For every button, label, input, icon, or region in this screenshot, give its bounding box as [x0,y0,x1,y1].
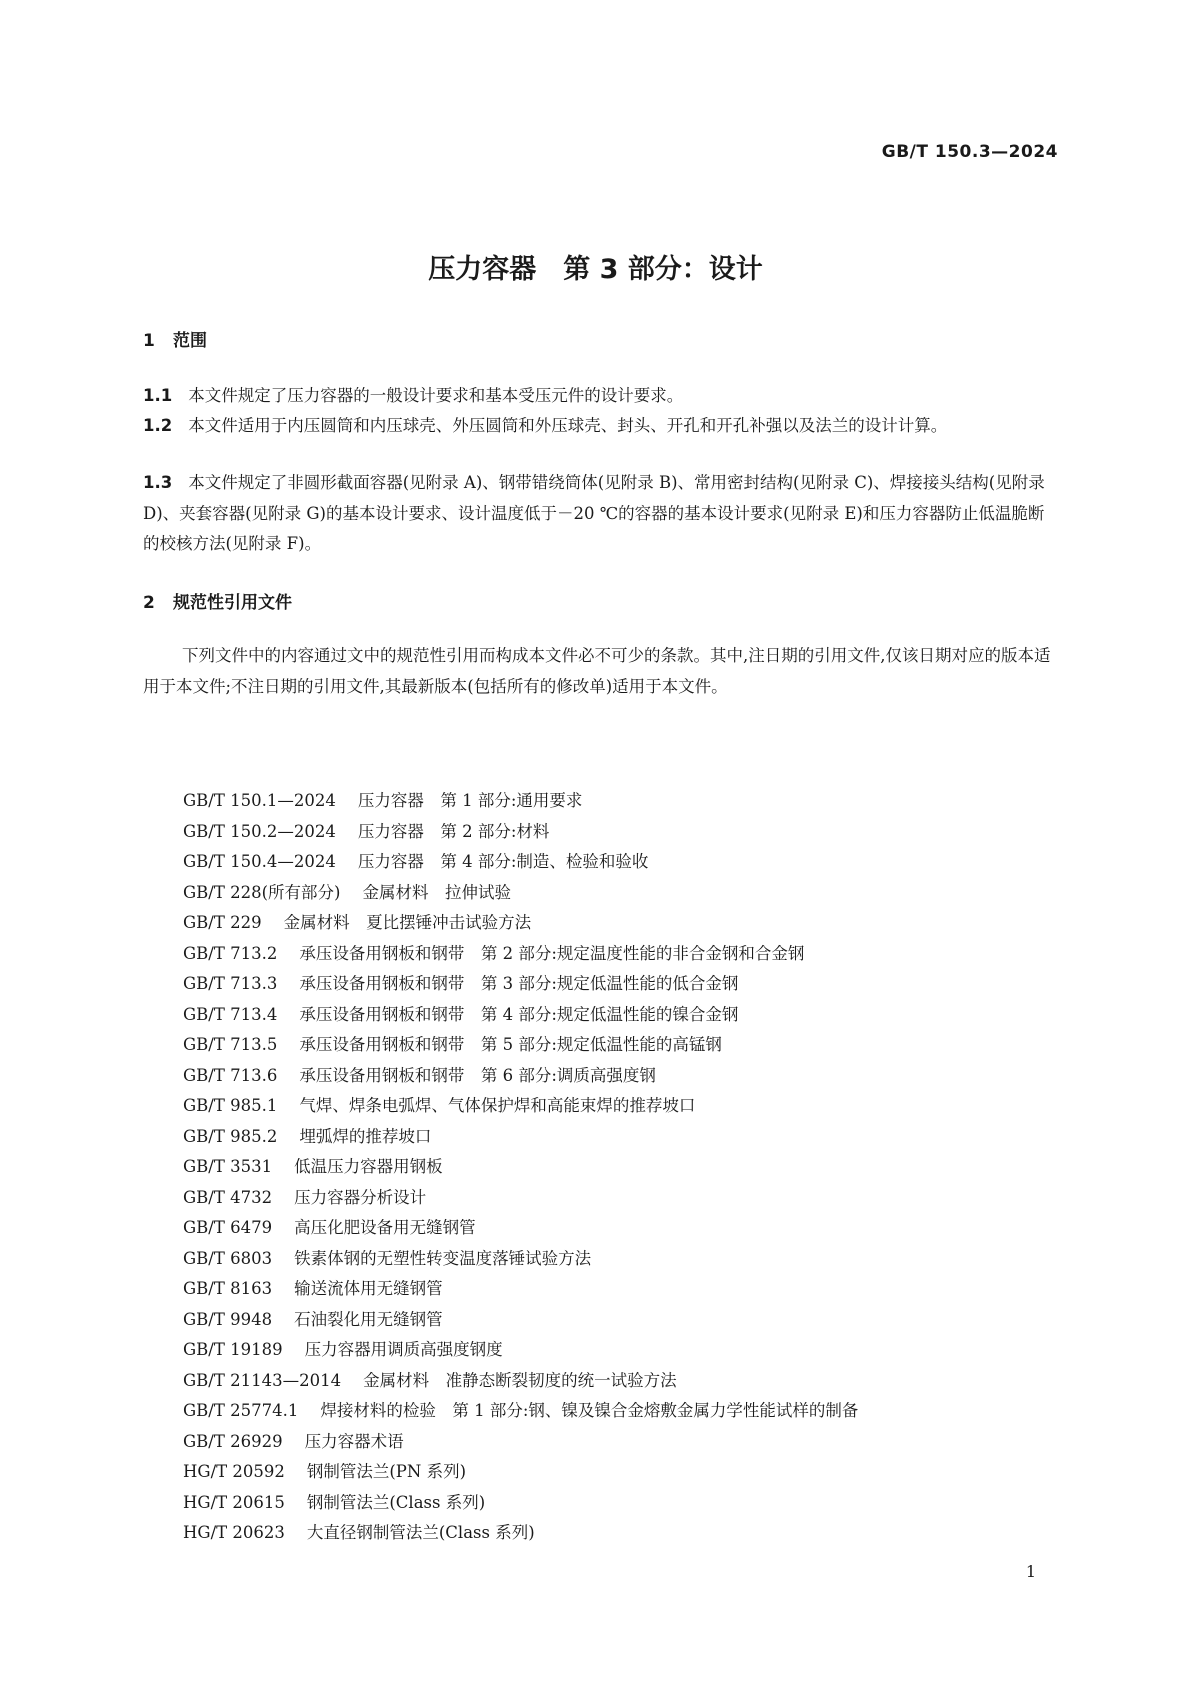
reference-title: 大直径钢制管法兰(Class 系列) [306,1523,535,1542]
reference-title: 压力容器分析设计 [294,1187,427,1207]
reference-item [183,1122,858,1153]
reference-title: 铁素体钢的无塑性转变温度落锤试验方法 [294,1248,592,1268]
reference-code: HG/T 20592 [183,1462,285,1481]
reference-code: HG/T 20623 [183,1523,285,1542]
reference-item [183,1335,858,1366]
reference-code: GB/T 150.1—2024 [183,791,336,810]
reference-item [183,1427,858,1458]
reference-title: 低温压力容器用钢板 [294,1157,443,1176]
reference-title: 钢制管法兰(Class 系列) [306,1492,486,1512]
reference-item [183,969,858,1000]
clause-text: 本文件适用于内压圆筒和内压球壳、外压圆筒和外压球壳、封头、开孔和开孔补强以及法兰的设计计算。 [188,416,948,435]
reference-title: 承压设备用钢板和钢带 第 3 部分:规定低温性能的低合金钢 [299,974,739,993]
section-number: 1 [143,331,155,351]
reference-item [183,847,858,878]
reference-code: GB/T 3531 [183,1157,273,1176]
page-number: 1 [1025,1562,1036,1581]
reference-item [183,1000,858,1031]
reference-title: 承压设备用钢板和钢带 第 5 部分:规定低温性能的高锰钢 [299,1035,722,1054]
reference-code: GB/T 6479 [183,1218,273,1237]
section-2-intro: 下列文件中的内容通过文中的规范性引用而构成本文件必不可少的条款。其中,注日期的引用文件,仅该日期对应的版本适用于本文件;不注日期的引用文件,其最新版本(包括所有的修改单)适用于本文件。 [143,646,1051,696]
reference-title: 承压设备用钢板和钢带 第 6 部分:调质高强度钢 [299,1065,656,1085]
reference-title: 金属材料 夏比摆锤冲击试验方法 [283,913,532,932]
reference-title: 高压化肥设备用无缝钢管 [294,1218,476,1237]
reference-item [183,1518,858,1549]
reference-title: 金属材料 准静态断裂韧度的统一试验方法 [363,1370,677,1390]
reference-code: GB/T 229 [183,913,262,932]
clause-1-2 [143,411,1058,442]
clause-text: 本文件规定了压力容器的一般设计要求和基本受压元件的设计要求。 [188,386,684,405]
reference-code: GB/T 19189 [183,1340,283,1359]
reference-code: GB/T 6803 [183,1248,273,1268]
reference-title: 石油裂化用无缝钢管 [294,1309,443,1329]
reference-code: GB/T 985.1 [183,1096,278,1115]
reference-title: 埋弧焊的推荐坡口 [299,1126,432,1146]
section-title: 范围 [173,331,207,351]
reference-item [183,1061,858,1092]
section-2-heading [143,588,292,613]
reference-code: GB/T 150.2—2024 [183,821,336,841]
reference-item [183,1091,858,1122]
reference-code: GB/T 985.2 [183,1126,278,1146]
reference-item [183,1274,858,1305]
reference-list [183,786,858,1549]
reference-item [183,1396,858,1427]
reference-title: 压力容器 第 1 部分:通用要求 [357,791,583,810]
clause-number: 1.1 [143,386,173,405]
reference-title: 承压设备用钢板和钢带 第 4 部分:规定低温性能的镍合金钢 [299,1004,739,1024]
reference-code: GB/T 713.5 [183,1035,278,1054]
reference-item [183,1152,858,1183]
reference-code: GB/T 8163 [183,1279,273,1298]
reference-code: GB/T 26929 [183,1431,283,1451]
reference-code: GB/T 9948 [183,1309,273,1329]
reference-item [183,1030,858,1061]
reference-item [183,786,858,817]
reference-item [183,1213,858,1244]
reference-item [183,1366,858,1397]
section-1-heading [143,326,207,351]
reference-code: GB/T 25774.1 [183,1401,299,1420]
reference-code: GB/T 713.6 [183,1065,278,1085]
reference-item [183,908,858,939]
reference-title: 金属材料 拉伸试验 [362,882,511,902]
standard-number: GB/T 150.3—2024 [881,142,1058,162]
reference-item [183,1457,858,1488]
reference-item [183,878,858,909]
reference-title: 焊接材料的检验 第 1 部分:钢、镍及镍合金熔敷金属力学性能试样的制备 [320,1401,859,1420]
reference-title: 压力容器术语 [304,1431,404,1451]
clause-1-3 [143,468,1058,560]
reference-item [183,1183,858,1214]
reference-title: 承压设备用钢板和钢带 第 2 部分:规定温度性能的非合金钢和合金钢 [299,943,805,963]
section-title: 规范性引用文件 [173,593,292,613]
reference-title: 压力容器用调质高强度钢度 [304,1340,503,1359]
section-number: 2 [143,593,155,613]
reference-code: GB/T 150.4—2024 [183,852,336,871]
reference-code: GB/T 713.2 [183,943,278,963]
document-title: 压力容器 第 3 部分：设计 [428,254,763,285]
clause-text: 本文件规定了非圆形截面容器(见附录 A)、钢带错绕筒体(见附录 B)、常用密封结构(见附录 C)、焊接接头结构(见附录 D)、夹套容器(见附录 G)的基本设计要求、设计温度低于－20 ℃的容器的基本设计要求(见附录 E)和压力容器防止低温脆断的校核方法(见附录 F)。 [143,473,1045,553]
reference-title: 压力容器 第 4 部分:制造、检验和验收 [357,852,649,871]
reference-code: GB/T 713.4 [183,1004,278,1024]
clause-number: 1.3 [143,473,173,492]
reference-code: GB/T 4732 [183,1187,273,1207]
reference-code: GB/T 228(所有部分) [183,882,341,902]
reference-code: GB/T 713.3 [183,974,278,993]
reference-item [183,1244,858,1275]
reference-item [183,1488,858,1519]
reference-item [183,1305,858,1336]
clause-1-1 [143,381,1058,412]
reference-title: 气焊、焊条电弧焊、气体保护焊和高能束焊的推荐坡口 [299,1096,696,1115]
clause-number: 1.2 [143,416,173,435]
reference-item [183,939,858,970]
reference-code: HG/T 20615 [183,1492,285,1512]
reference-code: GB/T 21143—2014 [183,1370,342,1390]
reference-title: 输送流体用无缝钢管 [294,1279,443,1298]
reference-item [183,817,858,848]
reference-title: 压力容器 第 2 部分:材料 [357,821,550,841]
reference-title: 钢制管法兰(PN 系列) [306,1462,467,1481]
